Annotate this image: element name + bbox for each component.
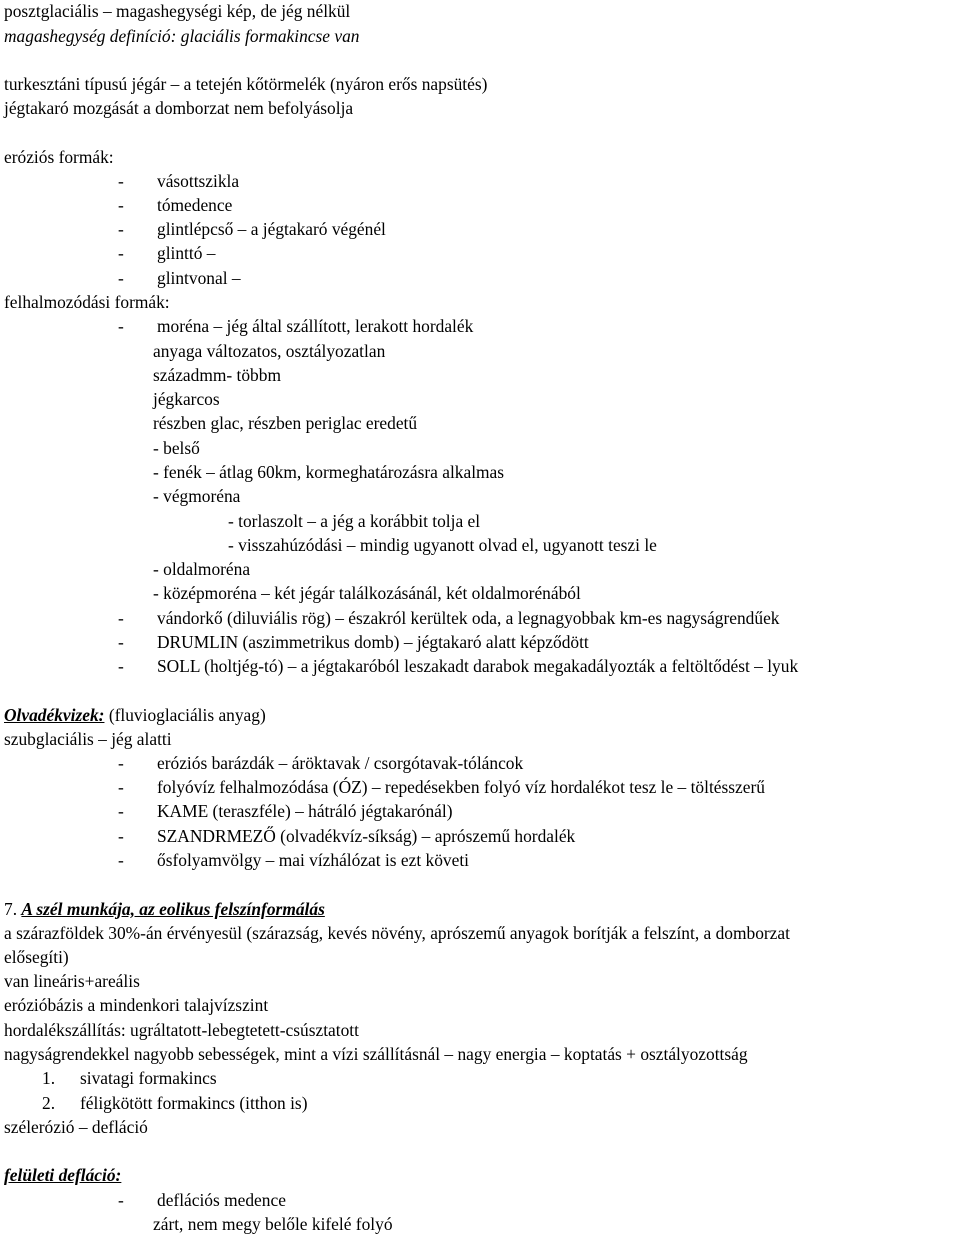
text-line: - oldalmoréna (153, 559, 251, 579)
list-item: SZANDRMEZŐ (olvadékvíz-síkság) – aprószemű hordalék (157, 826, 576, 846)
list-item: glinttó – (157, 243, 216, 263)
list-item: féligkötött formakincs (itthon is) (80, 1093, 308, 1113)
list-item: DRUMLIN (aszimmetrikus domb) – jégtakaró alatt képződött (157, 632, 589, 652)
list-item: SOLL (holtjég-tó) – a jégtakaróból leszakadt darabok megakadályozták a feltöltődést – lyuk (157, 656, 799, 676)
list-dash: - (118, 268, 124, 288)
text-line: nagyságrendekkel nagyobb sebességek, mint a vízi szállításnál – nagy energia – koptatás + osztályozottság (4, 1044, 748, 1064)
text-line: - torlaszolt – a jég a korábbit tolja el (228, 511, 481, 531)
text-line: - középmoréna – két jégár találkozásánál, két oldalmorénából (153, 583, 581, 603)
section-heading (4, 707, 266, 724)
list-item: sivatagi formakincs (80, 1068, 217, 1088)
list-number: 2. (42, 1093, 56, 1113)
text-line: turkesztáni típusú jégár – a tetején kőtörmelék (nyáron erős napsütés) (4, 74, 488, 94)
section-heading: felületi defláció: (4, 1165, 122, 1185)
text-line: zárt, nem megy belőle kifelé folyó (153, 1214, 393, 1234)
text-line: - fenék – átlag 60km, kormeghatározásra alkalmas (153, 462, 505, 482)
list-dash: - (118, 195, 124, 215)
text-line: részben glac, részben periglac eredetű (153, 413, 418, 433)
chapter-title: A szél munkája, az eolikus felszínformálás (21, 899, 325, 919)
list-item: eróziós barázdák – áröktavak / csorgótavak-tóláncok (157, 753, 524, 773)
text-line: erózióbázis a mindenkori talajvízszint (4, 995, 269, 1015)
text-line: századmm- többm (153, 365, 281, 385)
list-item: vásottszikla (157, 171, 240, 191)
text-line: magashegység definíció: glaciális formakincse van (4, 26, 360, 46)
list-number: 1. (42, 1068, 56, 1088)
text-line: jégkarcos (153, 389, 220, 409)
list-item: folyóvíz felhalmozódása (ÓZ) – repedésekben folyó víz hordalékot tesz le – töltésszerű (157, 777, 765, 797)
list-item: tómedence (157, 195, 233, 215)
text-line: van lineáris+areális (4, 971, 140, 991)
list-dash: - (118, 316, 124, 336)
chapter-number: 7. (4, 899, 18, 919)
text-line: szubglaciális – jég alatti (4, 729, 172, 749)
list-item: glintlépcső – a jégtakaró végénél (157, 219, 386, 239)
heading-label: Olvadékvizek: (4, 705, 105, 725)
list-dash: - (118, 777, 124, 797)
text-line: - visszahúzódási – mindig ugyanott olvad el, ugyanott teszi le (228, 535, 657, 555)
section-heading: eróziós formák: (4, 147, 114, 167)
list-dash: - (118, 850, 124, 870)
text-line: - végmoréna (153, 486, 241, 506)
list-item: KAME (teraszféle) – hátráló jégtakarónál) (157, 801, 453, 821)
list-item: vándorkő (diluviális rög) – északról kerültek oda, a legnagyobbak km-es nagyságrendűek (157, 608, 780, 628)
heading-note: (fluvioglaciális anyag) (108, 705, 266, 725)
list-dash: - (118, 801, 124, 821)
list-item: deflációs medence (157, 1190, 286, 1210)
text-line: jégtakaró mozgását a domborzat nem befolyásolja (4, 98, 354, 118)
list-dash: - (118, 826, 124, 846)
text-line: elősegíti) (4, 947, 69, 967)
list-dash: - (118, 1190, 124, 1210)
list-dash: - (118, 219, 124, 239)
text-line: szélerózió – defláció (4, 1117, 148, 1137)
text-line: anyaga változatos, osztályozatlan (153, 341, 386, 361)
list-dash: - (118, 171, 124, 191)
list-item: glintvonal – (157, 268, 241, 288)
text-line: - belső (153, 438, 200, 458)
list-item: ősfolyamvölgy – mai vízhálózat is ezt követi (157, 850, 469, 870)
list-dash: - (118, 243, 124, 263)
list-dash: - (118, 608, 124, 628)
text-line: a szárazföldek 30%-án érvényesül (szárazság, kevés növény, aprószemű anyagok borítják a felszínt, a domborzat (4, 923, 790, 943)
text-line: hordalékszállítás: ugráltatott-lebegtetett-csúsztatott (4, 1020, 359, 1040)
list-dash: - (118, 632, 124, 652)
list-item: moréna – jég által szállított, lerakott hordalék (157, 316, 474, 336)
chapter-heading (4, 901, 325, 918)
list-dash: - (118, 753, 124, 773)
section-heading: felhalmozódási formák: (4, 292, 170, 312)
list-dash: - (118, 656, 124, 676)
text-line: posztglaciális – magashegységi kép, de jég nélkül (4, 1, 351, 21)
